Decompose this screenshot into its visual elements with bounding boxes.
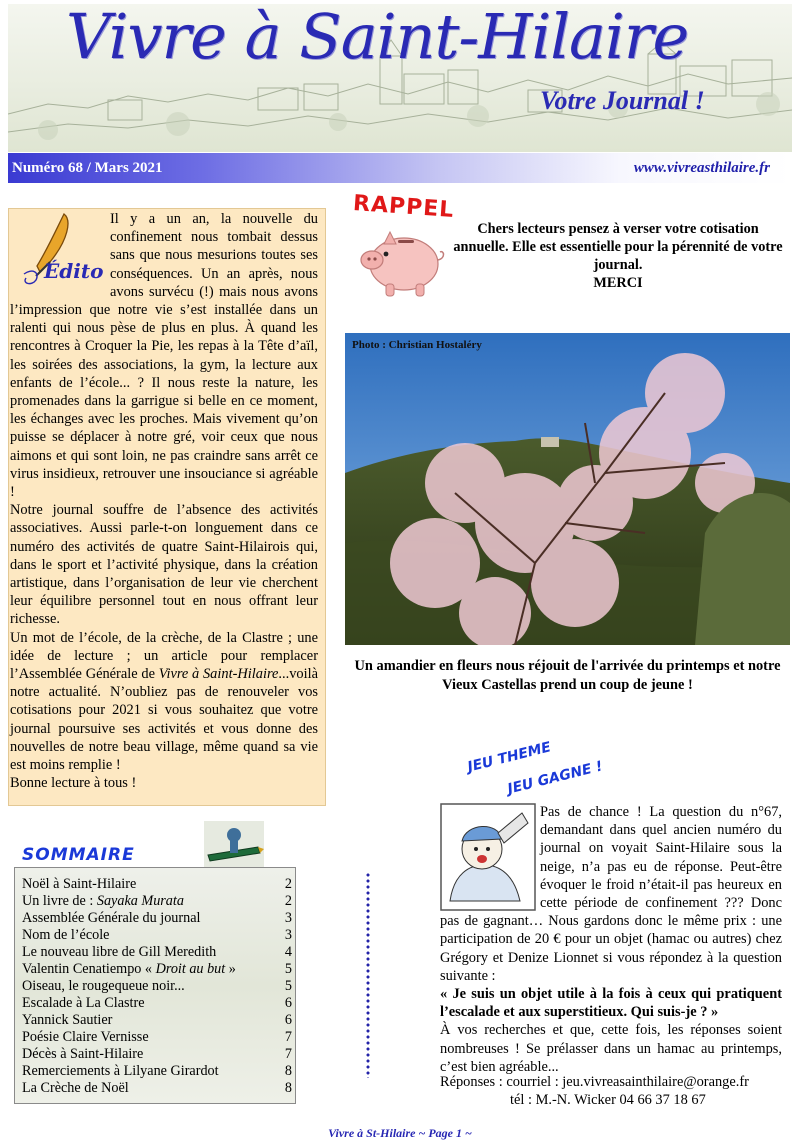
sommaire-item[interactable] [22, 893, 292, 910]
jeu-paragraph-2: À vos recherches et que, cette fois, les réponses soient nombreuses ! Se prélasser dans un hamac au printemps, c’est bien agréable... [440, 1022, 782, 1075]
contact-phone: tél : M.-N. Wicker 04 66 37 18 67 [510, 1092, 706, 1109]
edito-paragraph-3-start: Un mot de l’école, de la crèche, de la Clastre ; une idée de lecture ; un article pour remplacer l’Assemblée Générale de [10, 629, 318, 683]
photo-caption: Un amandier en fleurs nous réjouit de l'arrivée du printemps et notre Vieux Castellas prend un coup de jeune ! [354, 658, 781, 693]
sommaire-item-title: Nom de l’école [22, 927, 110, 943]
rappel-label: RAPPEL [352, 191, 456, 224]
sommaire-label: SOMMAIRE [22, 845, 135, 865]
rappel-message [452, 220, 784, 292]
sommaire-item-title: La Crèche de Noël [22, 1080, 129, 1096]
sommaire-item-page: 7 [284, 1029, 292, 1045]
rappel-text: Chers lecteurs pensez à verser votre cotisation annuelle. Elle est essentielle pour la pérennité de votre journal. [453, 221, 783, 273]
sommaire-item-author: Sayaka Murata [96, 893, 184, 909]
page-footer: Vivre à St-Hilaire ~ Page 1 ~ [328, 1126, 472, 1140]
sommaire-item-title: Poésie Claire Vernisse [22, 1029, 149, 1045]
sommaire-item[interactable] [22, 944, 292, 961]
sommaire-item-page: 2 [284, 876, 292, 892]
jeu-title-line-2: JEU GAGNE ! [506, 758, 605, 798]
sommaire-item[interactable] [22, 1046, 292, 1063]
sommaire-item-title: Assemblée Générale du journal [22, 910, 201, 926]
jeu-article [440, 803, 782, 1076]
pen-figure-icon [204, 821, 264, 867]
contact-email: Réponses : courriel : jeu.vivreasainthilaire@orange.fr [440, 1074, 749, 1090]
sommaire-item-page: 3 [284, 910, 292, 926]
sommaire-item[interactable] [22, 1029, 292, 1046]
sommaire-item[interactable] [22, 1063, 292, 1080]
jeu-question: « Je suis un objet utile à la fois à ceux qui pratiquent l’escalade et aux superstitieux. Qui suis-je ? » [440, 986, 782, 1021]
edito-paragraph-3-italic: Vivre à Saint-Hilaire [158, 666, 279, 683]
sommaire-item-page: 3 [284, 927, 292, 943]
sommaire-item-title: Yannick Sautier [22, 1012, 113, 1028]
sommaire-item-page: 5 [284, 961, 292, 977]
sommaire-item[interactable] [22, 995, 292, 1012]
boy-with-megaphone-icon [440, 803, 536, 911]
issue-number: Numéro 68 / Mars 2021 [12, 160, 163, 176]
piggy-bank-icon [356, 214, 446, 300]
edito-paragraph-3-end: ...voilà notre actualité. N’oubliez pas de renouveler vos cotisations pour 2021 si vous souhaitez que votre journal poursuive ses activités et vous donne des nouvelles de notre beau village, même quand sa vie est moins remplie ! [10, 666, 318, 774]
sommaire-item-title: Remerciements à Lilyane Girardot [22, 1063, 219, 1079]
sommaire-item-page: 2 [284, 893, 292, 909]
website-link[interactable]: www.vivreasthilaire.fr [633, 160, 770, 176]
sommaire-item-title: Valentin Cenatiempo « [22, 961, 156, 977]
sommaire-item-page: 6 [284, 1012, 292, 1028]
masthead-title: Vivre à Saint-Hilaire [66, 0, 689, 73]
photo-credit: Photo : Christian Hostaléry [352, 339, 482, 351]
masthead-subtitle: Votre Journal ! [540, 86, 705, 115]
sommaire-item-title: Un livre de : [22, 893, 97, 909]
quill-icon [10, 210, 110, 296]
sommaire-item-page: 7 [284, 1046, 292, 1062]
sommaire-item-title-end: » [225, 961, 236, 977]
edito-paragraph-2: Notre journal souffre de l’absence des activités associatives. Aussi parle-t-on longuement dans ce numéro des activités de quatre Saint-Hilairois qui, dans le sport et l’activité physique, dans la création artistique, dans l’organisation de leur vie cherchent leur équilibre personnel tout en nous offrant leur richesse. [10, 502, 318, 628]
dotted-divider [366, 872, 370, 1078]
sommaire-item-title: Oiseau, le rougequeue noir... [22, 978, 185, 994]
sommaire-item-title: Escalade à La Clastre [22, 995, 145, 1011]
sommaire-item[interactable] [22, 876, 292, 893]
sommaire-item-page: 5 [284, 978, 292, 994]
sommaire-item-title: Décès à Saint-Hilaire [22, 1046, 144, 1062]
sommaire-item-page: 8 [284, 1080, 292, 1096]
jeu-paragraph-1: Pas de chance ! La question du n°67, demandant dans quel ancien numéro du journal on voyait Saint-Hilaire sous la neige, n’a pas eu de réponse. Peut-être évoquer le froid n’était-il pas heureux en cette période de confinement ??? Donc pas de gagnant… Nous gardons donc le même prix : une participation de 20 € pour un objet (hamac ou autres) chez Grégory et Denize Lionnet si vous répondez à la question suivante : [440, 804, 782, 984]
sommaire-item[interactable] [22, 978, 292, 995]
jeu-title-line-1: JEU THEME [466, 739, 553, 776]
jeu-contact [440, 1073, 782, 1109]
sommaire-item-page: 6 [284, 995, 292, 1011]
almond-tree-photo [345, 333, 790, 645]
edito-label: Édito [44, 259, 104, 283]
sommaire-item-subtitle: Droit au but [155, 961, 226, 977]
sommaire-item-page: 4 [284, 944, 292, 960]
sommaire-item-title: Le nouveau libre de Gill Meredith [22, 944, 217, 960]
sommaire-item-title: Noël à Saint-Hilaire [22, 876, 137, 892]
edito-closing: Bonne lecture à tous ! [10, 775, 137, 792]
edito-article [10, 210, 318, 793]
sommaire-item[interactable] [22, 927, 292, 944]
edito-paragraph-1: Il y a un an, la nouvelle du confinement nous tombait dessus sans que nous mesurions toutes ses conséquences. Un an après, nous avons survécu (!) mais nous avons l’impression que notre vie s’est installée dans un ralenti qui nous pèse de plus en plus. À quand les rencontres à Croquer la Pie, les repas à la Tête d’aïl, les soirées des associations, la gym, la lecture aux enfants de l’école... ? Il nous reste la nature, les promenades dans la garrigue si belle en ce moment, les échanges avec les proches. Mais vivement qu’on puisse se déplacer à notre gré, voir ceux que nous aimons et qui sont loin, ne pas craindre sans arrêt ce virus insidieux, retrouver une insouciance si agréable ! [10, 211, 318, 501]
sommaire-item-page: 8 [284, 1063, 292, 1079]
sommaire-item[interactable] [22, 910, 292, 927]
sommaire-item[interactable] [22, 1080, 292, 1097]
sommaire-item[interactable] [22, 961, 292, 978]
rappel-merci: MERCI [593, 275, 643, 291]
sommaire-item[interactable] [22, 1012, 292, 1029]
